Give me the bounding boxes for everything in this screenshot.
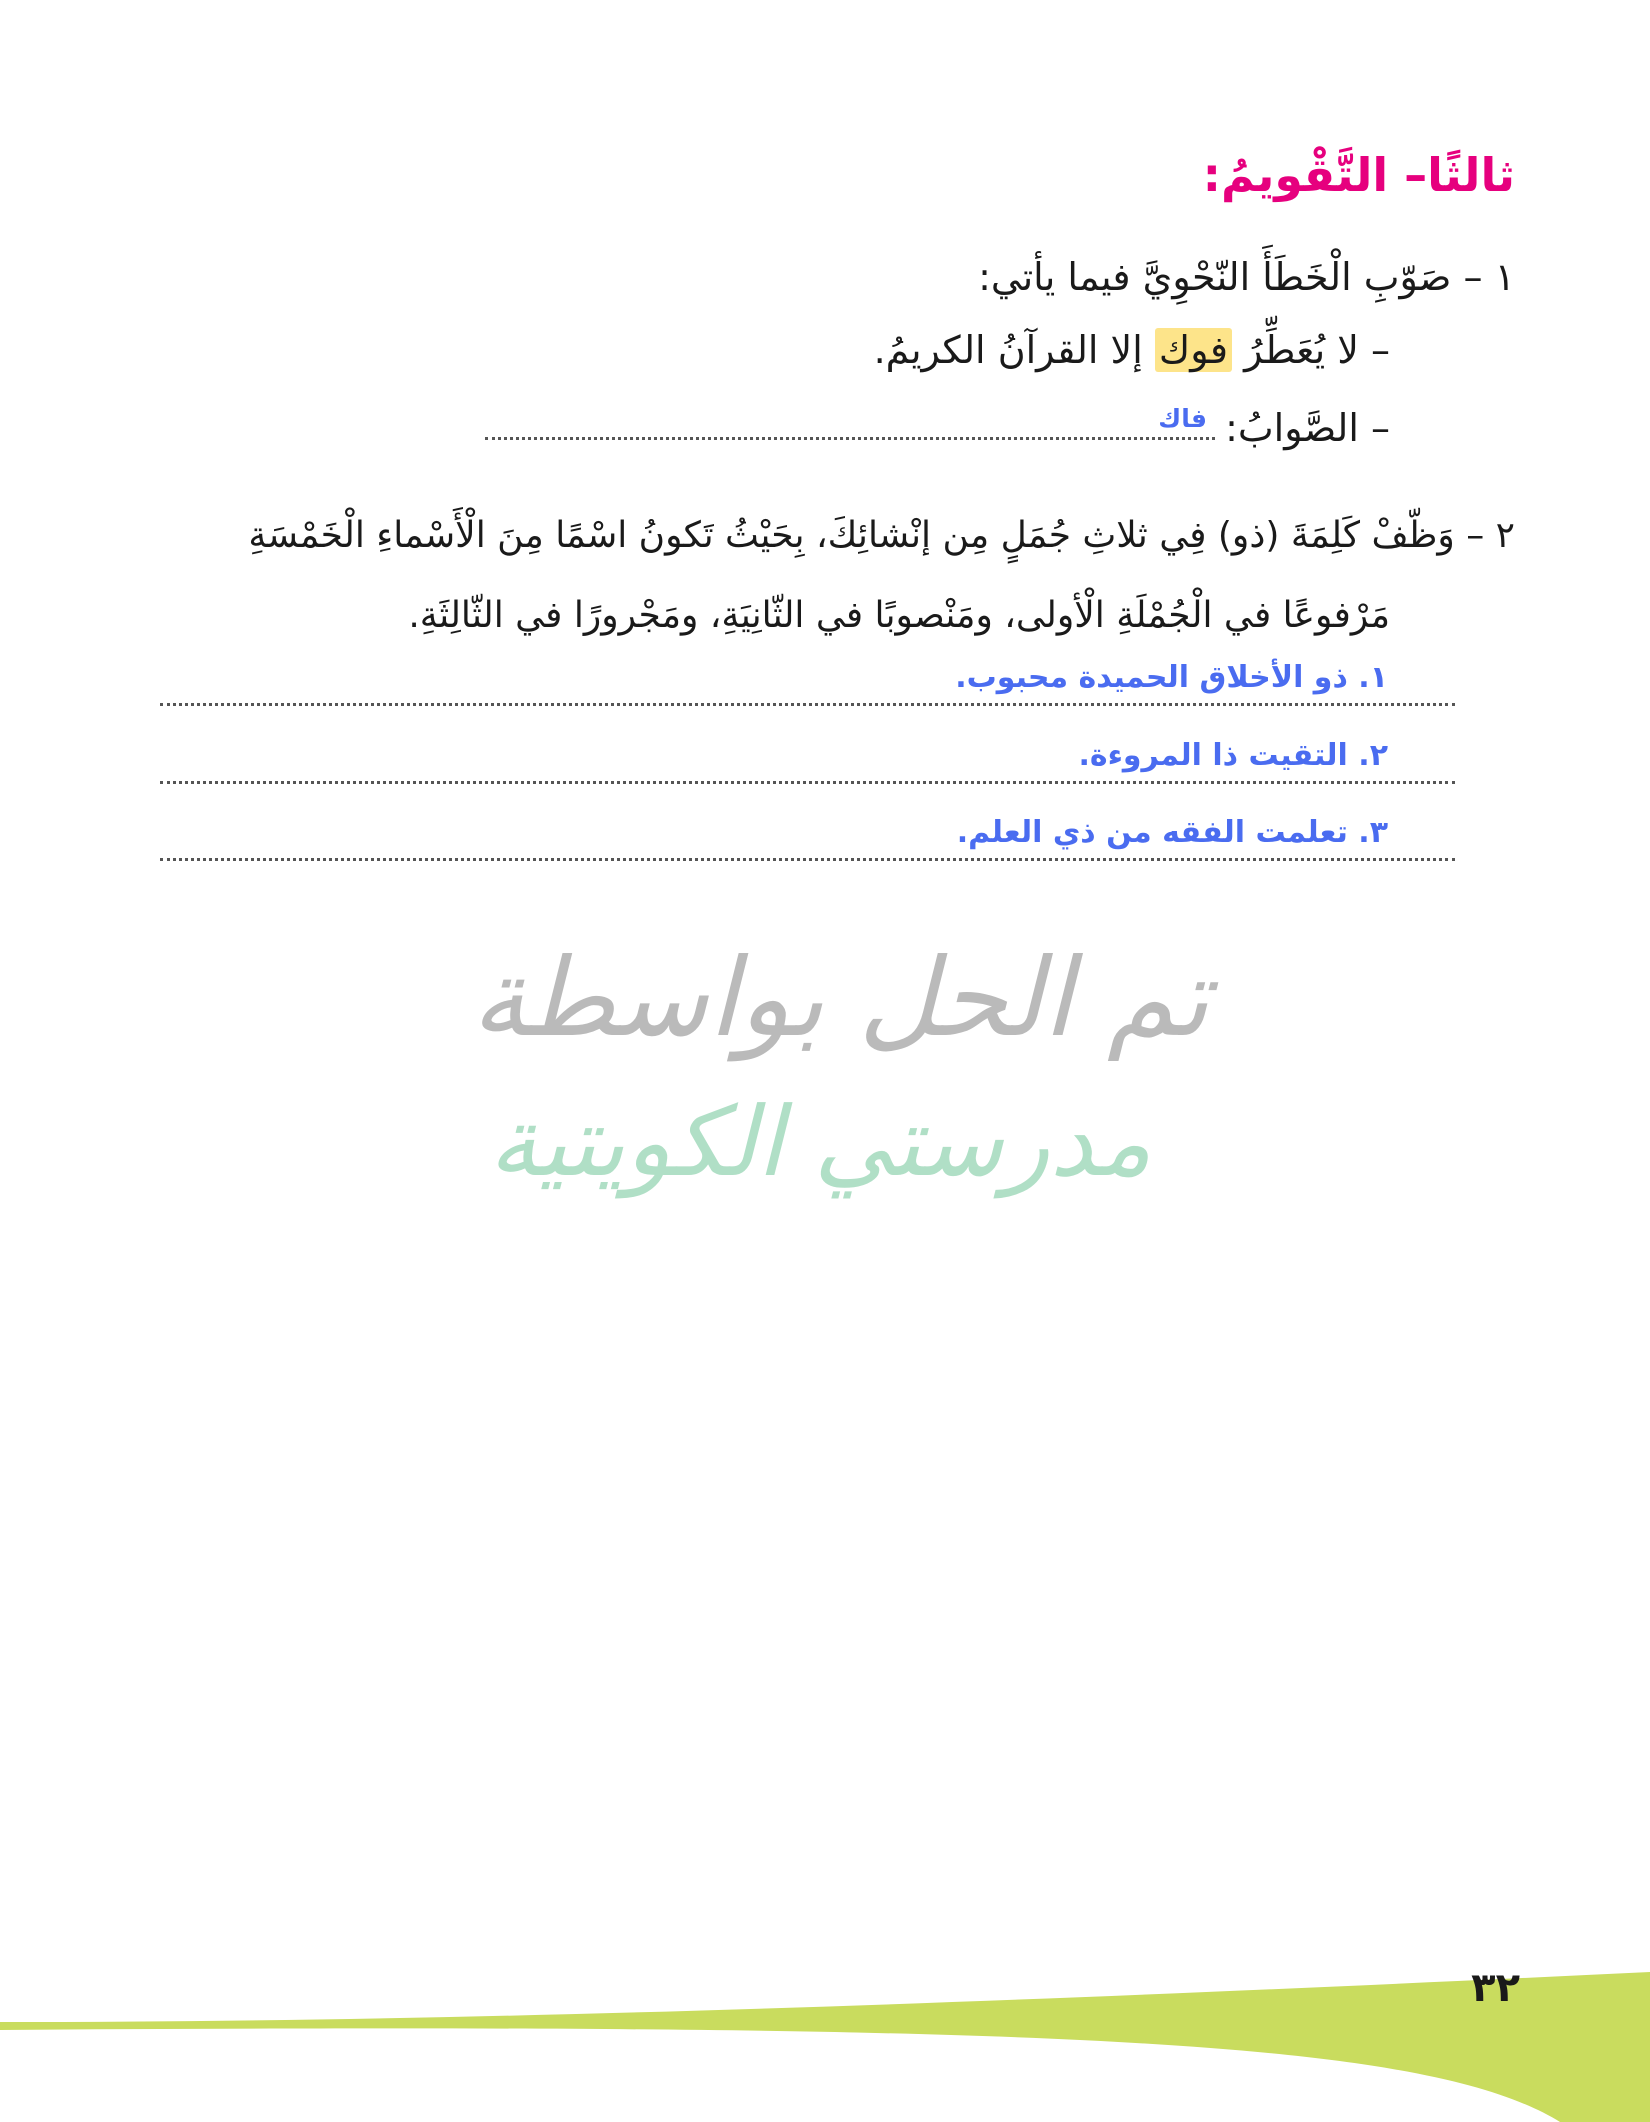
question-2-prompt-line-2: مَرْفوعًا في الْجُمْلَةِ الْأولى، ومَنْصوبًا في الثّانِيَةِ، ومَجْرورًا في الثّالِثَةِ. [408, 595, 1390, 636]
watermark-line-2: مدرستي الكويتية [488, 1086, 1152, 1198]
sentence-start: – لا يُعَطِّرُ [1244, 328, 1390, 372]
watermark [460, 900, 1220, 1230]
question-1-correction [1158, 406, 1390, 450]
answer-line-2 [160, 781, 1455, 784]
question-2-answer-1: ١. ذو الأخلاق الحميدة محبوب. [955, 660, 1388, 695]
answer-line-3 [160, 858, 1455, 861]
watermark-line-1: تم الحل بواسطة [471, 936, 1209, 1061]
highlighted-error-word: فوك [1155, 328, 1232, 372]
correction-label: – الصَّوابُ: [1225, 406, 1390, 450]
correction-answer-line [485, 437, 1215, 440]
question-2-answer-3: ٣. تعلمت الفقه من ذي العلم. [956, 815, 1388, 850]
answer-line-1 [160, 703, 1455, 706]
question-1-prompt: ١ – صَوّبِ الْخَطَأَ النّحْوِيَّ فيما يأتي: [978, 255, 1515, 299]
question-2-prompt-line-1: ٢ – وَظّفْ كَلِمَةَ (ذو) فِي ثلاثِ جُمَلٍ مِن إنْشائِكَ، بِحَيْثُ تَكونُ اسْمًا مِنَ الْأَسْماءِ الْخَمْسَةِ [248, 515, 1515, 556]
question-1-sentence [874, 328, 1390, 372]
correction-answer: فاك [1158, 404, 1207, 433]
page-number: ٣٢ [1471, 1965, 1520, 2011]
section-title: ثالثًا– التَّقْويمُ: [1202, 148, 1515, 202]
footer-band [0, 1960, 1650, 2122]
question-2-answer-2: ٢. التقيت ذا المروءة. [1078, 738, 1388, 773]
sentence-end: إلا القرآنُ الكريمُ. [873, 328, 1143, 372]
